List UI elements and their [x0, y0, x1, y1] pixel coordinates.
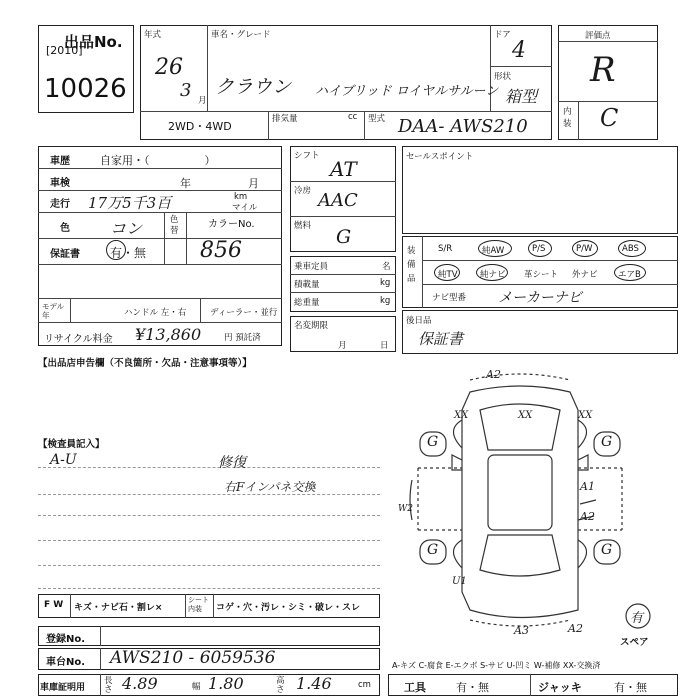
inspector-note2: 修復 [218, 455, 246, 471]
history-label: 車歴 [50, 156, 70, 167]
lot-number: 10026 [44, 74, 127, 104]
inspection-month: 月 [248, 177, 259, 190]
capacity-passengers: 乗車定員 [294, 262, 329, 272]
recycle-unit: 円 預託済 [224, 333, 261, 343]
history-value: 自家用・（ ） [100, 154, 216, 167]
legend: A-キズ C-腐食 E-エクボ S-サビ U-凹ミ W-補修 XX-交換済 [392, 661, 601, 670]
equip-aw: 純AW [482, 246, 505, 256]
color-label: 色 [60, 223, 70, 234]
color-change-label: 色替 [170, 215, 179, 236]
reg-no-label: 登録No. [46, 634, 86, 645]
drive-label: 2WD・4WD [168, 120, 232, 133]
defects-items2: コゲ・穴・汚レ・シミ・破レ・スレ [216, 603, 361, 613]
defects-fw: F W [44, 600, 64, 610]
capacity-load: 積載量 [294, 280, 320, 290]
model-month-unit: 月 [198, 96, 207, 106]
color-value: コン [110, 219, 143, 238]
aircon-value: AAC [318, 190, 358, 211]
inspector-note3: 右Fインパネ交換 [224, 480, 316, 494]
equip-leather: 革シート [524, 270, 559, 280]
reg-no-box [38, 626, 380, 646]
diag-g-rl: G [427, 542, 439, 558]
interior-label: 内装 [563, 107, 572, 129]
jack-label: ジャッキ [538, 681, 582, 694]
cert-label: 車庫証明用 [40, 683, 86, 693]
diag-u1: U1 [452, 576, 467, 587]
capacity-mei: 名 [382, 262, 391, 272]
inspector-note1: A-U [50, 452, 77, 468]
equip-tv: 純TV [438, 270, 458, 280]
model-row-dealer: ディーラー・並行 [210, 308, 278, 318]
cert-width: 1.80 [208, 674, 244, 693]
tools-label: 工具 [404, 681, 426, 694]
seller-notes-label: 【出品店申告欄（不良箇所・欠品・注意事項等）】 [38, 358, 252, 369]
diag-g-fl: G [427, 434, 439, 450]
defects-seat: シート内装 [188, 596, 209, 613]
model-row-handle: ハンドル 左・右 [124, 308, 187, 318]
diag-a2-top: A2 [486, 368, 501, 381]
doors-value: 4 [512, 38, 526, 63]
diag-g-fr: G [601, 434, 613, 450]
equip-ext-navi: 外ナビ [572, 270, 598, 280]
cert-height-label: 高さ [276, 676, 285, 695]
after-label: 後日品 [406, 316, 432, 326]
diag-a2-bottom: A2 [568, 622, 583, 635]
diag-xx-left: XX [454, 410, 469, 421]
after-value: 保証書 [418, 330, 464, 348]
diag-xx-right: XX [578, 410, 593, 421]
inspection-label: 車検 [50, 178, 70, 189]
mileage-value: 17万5千3百 [88, 194, 172, 212]
color-no-label: カラーNo. [208, 219, 255, 230]
equip-airbag: エアB [618, 270, 641, 280]
diag-g-rr: G [601, 542, 613, 558]
car-grade-value: ハイブリッド ロイヤルサルーン [315, 84, 499, 99]
diag-spare-value: 有 [630, 611, 644, 626]
color-no-value: 856 [200, 238, 242, 263]
equip-abs: ABS [622, 244, 639, 254]
cert-unit: cm [358, 680, 371, 690]
cert-length-label: 長さ [104, 676, 113, 695]
capacity-kg: kg [380, 278, 391, 288]
lot-year-tag: [2010] [46, 44, 83, 57]
cert-height: 1.46 [296, 674, 332, 693]
doors-label: ドア [494, 30, 511, 40]
car-name-label: 車名・グレード [211, 30, 271, 40]
model-year-label: 年式 [144, 30, 162, 40]
shift-label: シフト [294, 151, 320, 161]
diag-a1: A1 [580, 480, 595, 493]
chassis-label: 車台No. [46, 657, 86, 668]
displacement-label: 排気量 [272, 114, 298, 124]
defects-items: キズ・ナビ石・割レ× [74, 603, 163, 613]
cert-width-label: 幅 [192, 682, 201, 692]
displacement-unit: cc [348, 112, 358, 122]
fuel-value: G [336, 226, 352, 248]
mileage-km: km [234, 192, 248, 202]
warranty-value: 有・無 [110, 246, 147, 260]
equip-ps: P/S [532, 244, 546, 254]
equipment-label: 装備品 [407, 246, 416, 284]
capacity-gross: 総重量 [294, 298, 320, 308]
capacity-kg2: kg [380, 296, 391, 306]
equip-pw: P/W [576, 244, 593, 254]
fuel-label: 燃料 [294, 221, 312, 231]
tools-value: 有・無 [456, 681, 489, 694]
car-name-value: クラウン [215, 76, 292, 98]
diag-a2-right: A2 [580, 510, 595, 523]
mileage-mile: マイル [232, 203, 258, 213]
diag-spare-label: スペア [620, 637, 649, 648]
model-label: 型式 [368, 114, 386, 124]
chassis-value: AWS210 - 6059536 [110, 648, 276, 668]
model-value: DAA- AWS210 [398, 116, 528, 137]
recycle-value: ¥13,860 [135, 325, 202, 344]
score-label: 評価点 [585, 31, 611, 41]
warranty-circle [106, 240, 126, 260]
diag-a3: A3 [514, 624, 529, 637]
cert-length: 4.89 [122, 674, 158, 693]
sales-point-label: セールスポイント [406, 152, 474, 162]
model-row-model: モデル年 [42, 302, 65, 320]
score-value: R [590, 50, 616, 90]
body-type-value: 箱型 [505, 87, 538, 106]
navi-model-value: メーカーナビ [498, 290, 582, 306]
interior-value: C [600, 104, 619, 132]
warranty-label: 保証書 [50, 249, 80, 260]
registration-day: 日 [380, 341, 389, 351]
recycle-label: リサイクル料金 [44, 334, 113, 345]
diag-w2: W2 [398, 504, 413, 514]
registration-label: 名変期限 [294, 321, 329, 331]
aircon-label: 冷房 [294, 186, 312, 196]
equip-navi: 純ナビ [480, 270, 506, 280]
inspection-year: 年 [180, 177, 191, 190]
lot-label: 出品No. [64, 33, 123, 51]
model-year-value: 26 [155, 55, 183, 80]
jack-value: 有・無 [614, 681, 647, 694]
registration-month: 月 [338, 341, 347, 351]
navi-model-label: ナビ型番 [432, 293, 467, 303]
body-type-label: 形状 [494, 72, 512, 82]
mileage-label: 走行 [50, 199, 70, 210]
inspector-label: 【検査員記入】 [38, 439, 105, 450]
equip-sr: S/R [438, 244, 453, 254]
diag-xx-center: XX [518, 410, 533, 421]
model-month-value: 3 [180, 80, 192, 101]
shift-value: AT [330, 157, 357, 181]
